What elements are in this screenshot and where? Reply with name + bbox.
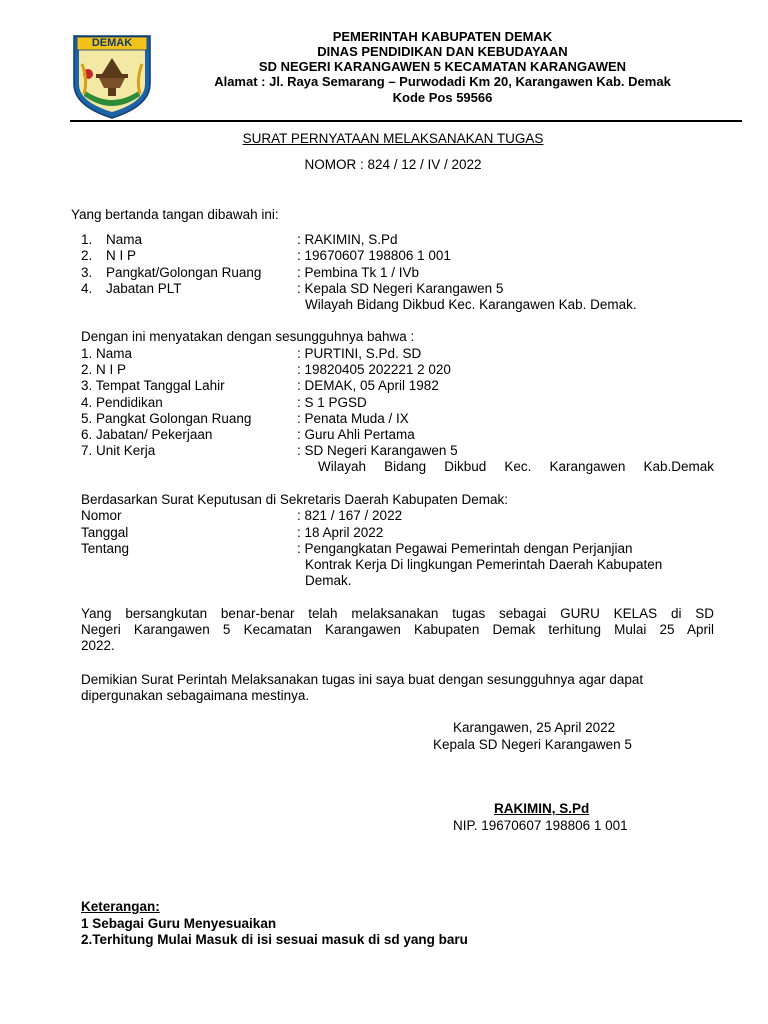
- signer-value: : Kepala SD Negeri Karangawen 5: [297, 281, 504, 296]
- header-line-2: DINAS PENDIDIKAN DAN KEBUDAYAAN: [317, 44, 568, 59]
- signer-num: 4.: [81, 281, 93, 296]
- subject-value: : 19820405 202221 2 020: [297, 362, 451, 377]
- header-line-1: PEMERINTAH KABUPATEN DEMAK: [332, 29, 553, 44]
- decree-label: Tentang: [81, 541, 130, 556]
- subject-label: 6. Jabatan/ Pekerjaan: [81, 427, 213, 442]
- decree-value: : Pengangkatan Pegawai Pemerintah dengan Perjanjian: [297, 541, 633, 556]
- header-divider: [70, 120, 742, 122]
- signer-label: Pangkat/Golongan Ruang: [106, 265, 262, 280]
- signer-value-cont: Wilayah Bidang Dikbud Kec. Karangawen Kab. Demak.: [305, 297, 637, 312]
- document-title: SURAT PERNYATAAN MELAKSANAKAN TUGAS: [242, 131, 544, 146]
- subject-label: 1. Nama: [81, 346, 133, 361]
- decree-value-cont: Kontrak Kerja Di lingkungan Pemerintah Daerah Kabupaten: [305, 557, 663, 572]
- notes-item: 2.Terhitung Mulai Masuk di isi sesuai masuk di sd yang baru: [81, 932, 468, 947]
- subject-value: : DEMAK, 05 April 1982: [297, 378, 439, 393]
- header-line-5: Kode Pos 59566: [392, 90, 493, 105]
- demak-logo: [72, 34, 152, 120]
- subject-label: 7. Unit Kerja: [81, 443, 156, 458]
- subject-value: : SD Negeri Karangawen 5: [297, 443, 458, 458]
- paragraph-line: Yang bersangkutan benar-benar telah melaksanakan tugas sebagai GURU KELAS di SD: [81, 606, 714, 621]
- subject-label: 2. N I P: [81, 362, 127, 377]
- decree-label: Nomor: [81, 508, 122, 523]
- subject-label: 5. Pangkat Golongan Ruang: [81, 411, 252, 426]
- subject-value: : Guru Ahli Pertama: [297, 427, 415, 442]
- paragraph-line: dipergunakan sebagaimana mestinya.: [81, 688, 310, 703]
- document-number: NOMOR : 824 / 12 / IV / 2022: [304, 157, 482, 172]
- signer-num: 2.: [81, 248, 93, 263]
- subject-value: : PURTINI, S.Pd. SD: [297, 346, 422, 361]
- statement-intro: Dengan ini menyatakan dengan sesungguhnya bahwa :: [81, 329, 415, 344]
- decree-value: : 18 April 2022: [297, 525, 384, 540]
- signer-label: Nama: [106, 232, 143, 247]
- signature-nip: NIP. 19670607 198806 1 001: [453, 818, 628, 833]
- intro-text: Yang bertanda tangan dibawah ini:: [71, 207, 279, 222]
- subject-label: 4. Pendidikan: [81, 395, 163, 410]
- signer-label: Jabatan PLT: [106, 281, 182, 296]
- notes-heading: Keterangan:: [81, 899, 160, 914]
- paragraph-line: 2022.: [81, 638, 115, 653]
- subject-value: : Penata Muda / IX: [297, 411, 409, 426]
- decree-intro: Berdasarkan Surat Keputusan di Sekretaris Daerah Kabupaten Demak:: [81, 492, 508, 507]
- notes-item: 1 Sebagai Guru Menyesuaikan: [81, 916, 277, 931]
- signer-value: : Pembina Tk 1 / IVb: [297, 265, 420, 280]
- signature-position: Kepala SD Negeri Karangawen 5: [433, 737, 632, 752]
- subject-value-cont: Wilayah Bidang Dikbud Kec. Karangawen Kab.Demak: [318, 459, 714, 474]
- header-line-3: SD NEGERI KARANGAWEN 5 KECAMATAN KARANGAWEN: [258, 59, 627, 74]
- header-line-4: Alamat : Jl. Raya Semarang – Purwodadi Km 20, Karangawen Kab. Demak: [214, 74, 671, 89]
- decree-value: : 821 / 167 / 2022: [297, 508, 403, 523]
- decree-label: Tanggal: [81, 525, 129, 540]
- paragraph-line: Negeri Karangawen 5 Kecamatan Karangawen Kabupaten Demak terhitung Mulai 25 April: [81, 622, 714, 637]
- signer-value: : RAKIMIN, S.Pd: [297, 232, 398, 247]
- decree-value-cont: Demak.: [305, 573, 352, 588]
- signer-num: 3.: [81, 265, 93, 280]
- signer-num: 1.: [81, 232, 93, 247]
- signer-value: : 19670607 198806 1 001: [297, 248, 451, 263]
- subject-value: : S 1 PGSD: [297, 395, 367, 410]
- subject-label: 3. Tempat Tanggal Lahir: [81, 378, 225, 393]
- paragraph-line: Demikian Surat Perintah Melaksanakan tugas ini saya buat dengan sesungguhnya agar dapat: [81, 672, 644, 687]
- signature-name: RAKIMIN, S.Pd: [494, 801, 590, 816]
- logo-text: DEMAK: [91, 37, 133, 49]
- signer-label: N I P: [106, 248, 137, 263]
- signature-place-date: Karangawen, 25 April 2022: [453, 720, 616, 735]
